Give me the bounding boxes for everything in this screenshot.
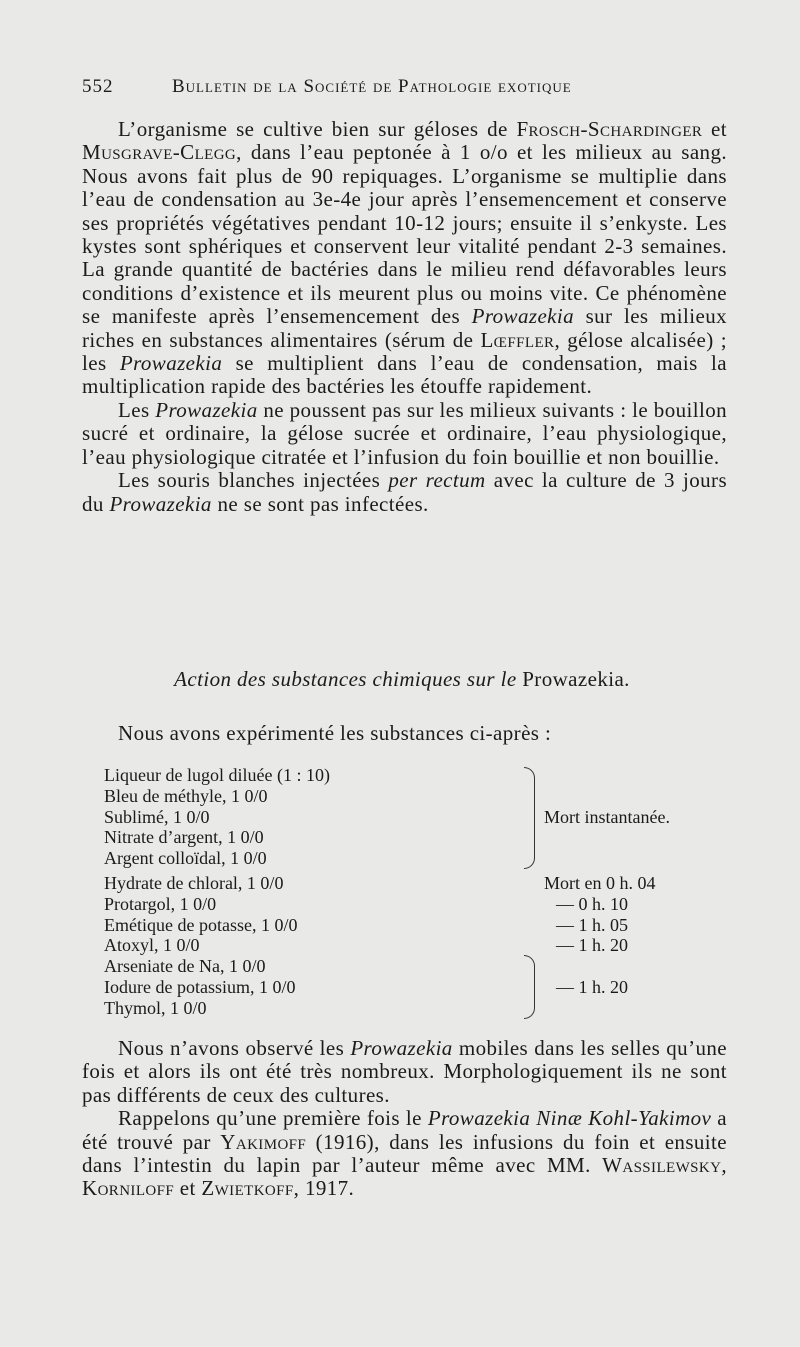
list-item: Atoxyl, 1 0/0 — 1 h. 20 [104, 935, 628, 956]
body-text-bottom [82, 1037, 727, 1201]
page-number: 552 [82, 76, 114, 97]
list-item: Hydrate de chloral, 1 0/0 Mort en 0 h. 04 [104, 872, 656, 893]
brace-iodure [524, 955, 535, 1019]
paragraph-history: Rappelons qu’une première fois le Prowazekia Ninæ Kohl-Yakimov a été trouvé par Yakimoff (1916), dans les infusions du foin et ensuite dans l’intestin du lapin par l’auteur même avec MM. Wassilewsky, Korniloff et Zwietkoff, 1917. [82, 1106, 727, 1201]
list-item: Arseniate de Na, 1 0/0 [104, 956, 266, 977]
species-name: Prowazekia Ninæ Kohl-Yakimov [427, 1106, 712, 1131]
genus-name: Prowazekia [109, 491, 212, 516]
journal-title: Bulletin de la Société de Pathologie exotique [172, 76, 572, 97]
substances-list [104, 765, 724, 1019]
body-text-top [82, 118, 727, 516]
list-item: Sublimé, 1 0/0 Mort instantanée. [104, 806, 670, 827]
paragraph-culture: L’organisme se cultive bien sur géloses de Frosch-Schardinger et Musgrave-Clegg, dans l’eau peptonée à 1 o/o et les milieux au sang. Nous avons fait plus de 90 repiquages. L’organisme se multiplie dans l’eau de condensation au 3e-4e jour après l’ensemencement et conserve ses propriétés végétatives pendant 10-12 jours; ensuite il s’enkyste. Les kystes sont sphériques et conservent leur vitalité pendant 2-3 semaines. La grande quantité de bactéries dans le milieu rend défavorables leurs conditions d’existence et ils meurent plus ou moins vite. Ce phénomène se manifeste après l’ensemencement des Prowazekia sur les milieux riches en substances alimentaires (sérum de Lœffler, gélose alcalisée) ; les Prowazekia se multiplient dans l’eau de condensation, mais la multiplication rapide des bactéries les étouffe rapidement. [82, 117, 728, 399]
list-item: Nitrate d’argent, 1 0/0 [104, 827, 264, 848]
list-item: Thymol, 1 0/0 [104, 997, 207, 1018]
genus-name: Prowazekia [155, 397, 258, 422]
paragraph-intro: Nous avons expérimenté les substances ci-après : [118, 721, 552, 745]
running-header [82, 76, 722, 98]
genus-name: Prowazekia [350, 1036, 453, 1060]
list-item: Emétique de potasse, 1 0/0 — 1 h. 05 [104, 914, 628, 935]
section-heading: Action des substances chimiques sur le Prowazekia. [174, 667, 630, 691]
paragraph-media: Les Prowazekia ne poussent pas sur les milieux suivants : le bouillon sucré et ordinaire, la gélose sucrée et ordinaire, l’eau physiologique, l’eau physiologique citratée et l’infusion du foin bouillie et non bouillie. [82, 397, 728, 469]
list-item: Bleu de méthyle, 1 0/0 [104, 785, 268, 806]
author-musgrave: Musgrave-Clegg [82, 140, 237, 165]
genus-name: Prowazekia [471, 304, 575, 329]
list-item: Iodure de potassium, 1 0/0 — 1 h. 20 [104, 976, 628, 997]
author-frosch: Frosch-Schardinger [516, 117, 703, 141]
list-item: Liqueur de lugol diluée (1 : 10) [104, 765, 330, 785]
paragraph-mice: Les souris blanches injectées per rectum avec la culture de 3 jours du Prowazekia ne se sont pas infectées. [82, 468, 728, 516]
latin-term: per rectum [388, 468, 486, 493]
list-item: Argent colloïdal, 1 0/0 [104, 848, 267, 869]
author-wassilewsky: Wassilewsky [602, 1153, 722, 1178]
brace-instant [524, 767, 535, 869]
list-item: Protargol, 1 0/0 — 0 h. 10 [104, 893, 628, 914]
genus-name: Prowazekia [119, 351, 223, 376]
author-yakimoff: Yakimoff [220, 1129, 307, 1154]
intro-list [82, 722, 727, 745]
author-zwietkoff: Zwietkoff [201, 1176, 294, 1201]
paragraph-observation: Nous n’avons observé les Prowazekia mobiles dans les selles qu’une fois et alors ils ont été très nombreux. Morphologiquement ils ne sont pas différents de ceux des cultures. [82, 1036, 727, 1107]
author-loeffler: Lœffler [480, 327, 555, 352]
author-korniloff: Korniloff [82, 1176, 175, 1201]
